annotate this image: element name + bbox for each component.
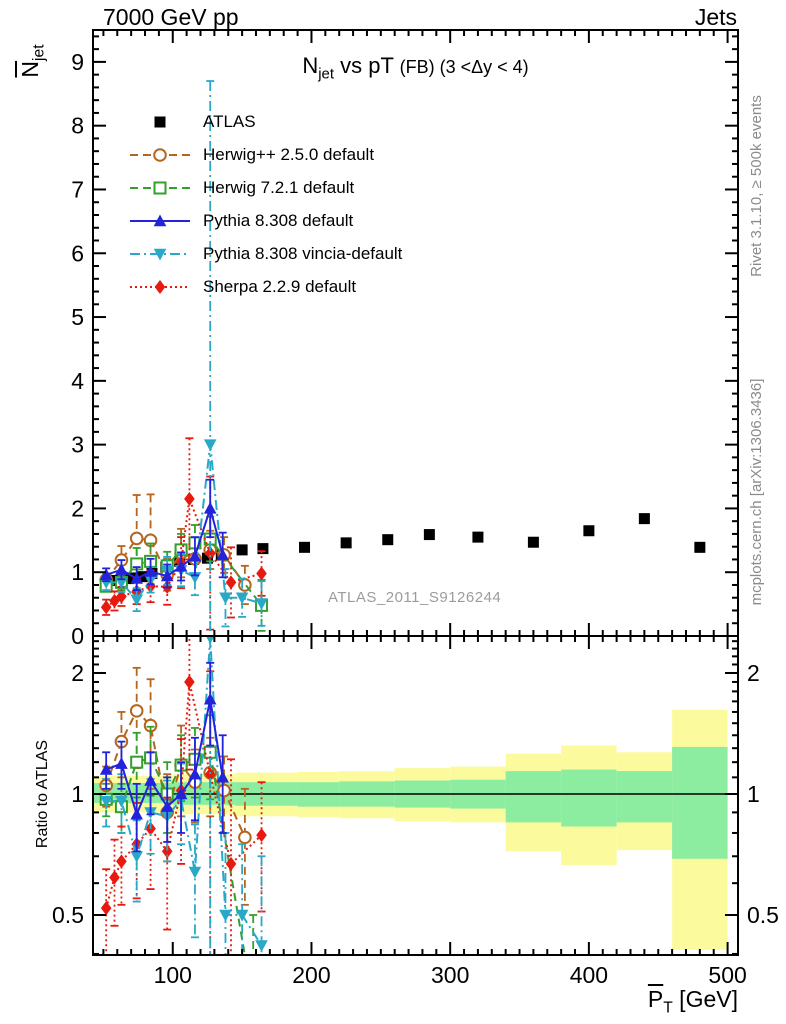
legend — [128, 105, 402, 303]
svg-text:3: 3 — [71, 431, 84, 458]
legend-marker-herwig7 — [128, 178, 192, 198]
analysis-group-label: Jets — [694, 4, 737, 30]
svg-text:4: 4 — [71, 367, 84, 394]
xlabel-unit: [GeV] — [672, 986, 738, 1012]
legend-marker-pythia — [128, 211, 192, 231]
svg-text:1: 1 — [71, 559, 84, 586]
svg-text:1: 1 — [71, 781, 84, 807]
legend-item-label: Pythia 8.308 vincia-default — [203, 243, 403, 263]
legend-marker-sherpa — [128, 277, 192, 297]
svg-text:1: 1 — [747, 781, 760, 807]
svg-text:6: 6 — [71, 240, 84, 267]
legend-item-herwigpp — [128, 138, 402, 171]
legend-item-vincia — [128, 237, 402, 270]
svg-text:300: 300 — [430, 962, 470, 988]
ylabel-main-sub: jet — [30, 44, 48, 61]
legend-item-label: ATLAS — [203, 111, 256, 131]
svg-text:9: 9 — [71, 48, 84, 75]
mcplots-reference-note: mcplots.cern.ch [arXiv:1306.3436] — [748, 378, 765, 606]
x-axis-label — [528, 986, 738, 1018]
legend-item-herwig7 — [128, 171, 402, 204]
plot-title — [93, 53, 738, 82]
svg-text:0: 0 — [71, 623, 84, 649]
legend-item-atlas — [128, 105, 402, 138]
ylabel-main-symbol: $\overline{N}$ — [17, 60, 43, 78]
legend-item-label: Herwig 7.2.1 default — [203, 177, 355, 197]
title-mid: vs pT — [334, 53, 400, 78]
legend-item-label: Herwig++ 2.5.0 default — [203, 144, 375, 164]
svg-text:200: 200 — [292, 962, 331, 988]
legend-marker-vincia — [128, 244, 192, 264]
svg-text:0.5: 0.5 — [52, 902, 84, 928]
svg-text:2: 2 — [747, 660, 760, 686]
title-observable: N — [302, 53, 319, 78]
xlabel-sub: T — [663, 999, 673, 1017]
svg-text:7: 7 — [71, 176, 84, 203]
svg-text:8: 8 — [71, 112, 84, 139]
y-axis-label-main — [17, 1, 48, 121]
xlabel-symbol: $\overline{P}$ — [647, 986, 664, 1012]
legend-item-label: Sherpa 2.2.9 default — [203, 276, 357, 296]
svg-text:2: 2 — [71, 660, 84, 686]
legend-item-label: Pythia 8.308 default — [203, 210, 354, 230]
y-axis-label-ratio: Ratio to ATLAS — [34, 739, 51, 849]
legend-item-sherpa — [128, 270, 402, 303]
svg-text:5: 5 — [71, 304, 84, 331]
title-observable-sub: jet — [318, 65, 334, 83]
svg-text:2: 2 — [71, 495, 84, 522]
legend-marker-herwigpp — [128, 145, 192, 165]
legend-item-pythia — [128, 204, 402, 237]
svg-text:500: 500 — [708, 962, 747, 988]
svg-text:400: 400 — [569, 962, 609, 988]
title-selection: (FB) (3 <Δy < 4) — [399, 57, 529, 77]
svg-text:0.5: 0.5 — [747, 902, 779, 928]
beam-energy-label: 7000 GeV pp — [103, 4, 239, 30]
svg-text:100: 100 — [153, 962, 192, 988]
analysis-id-watermark: ATLAS_2011_S9126244 — [328, 589, 502, 606]
legend-marker-atlas — [128, 112, 192, 132]
rivet-version-note: Rivet 3.1.10, ≥ 500k events — [748, 95, 765, 277]
uncertainty-bands — [93, 710, 728, 950]
